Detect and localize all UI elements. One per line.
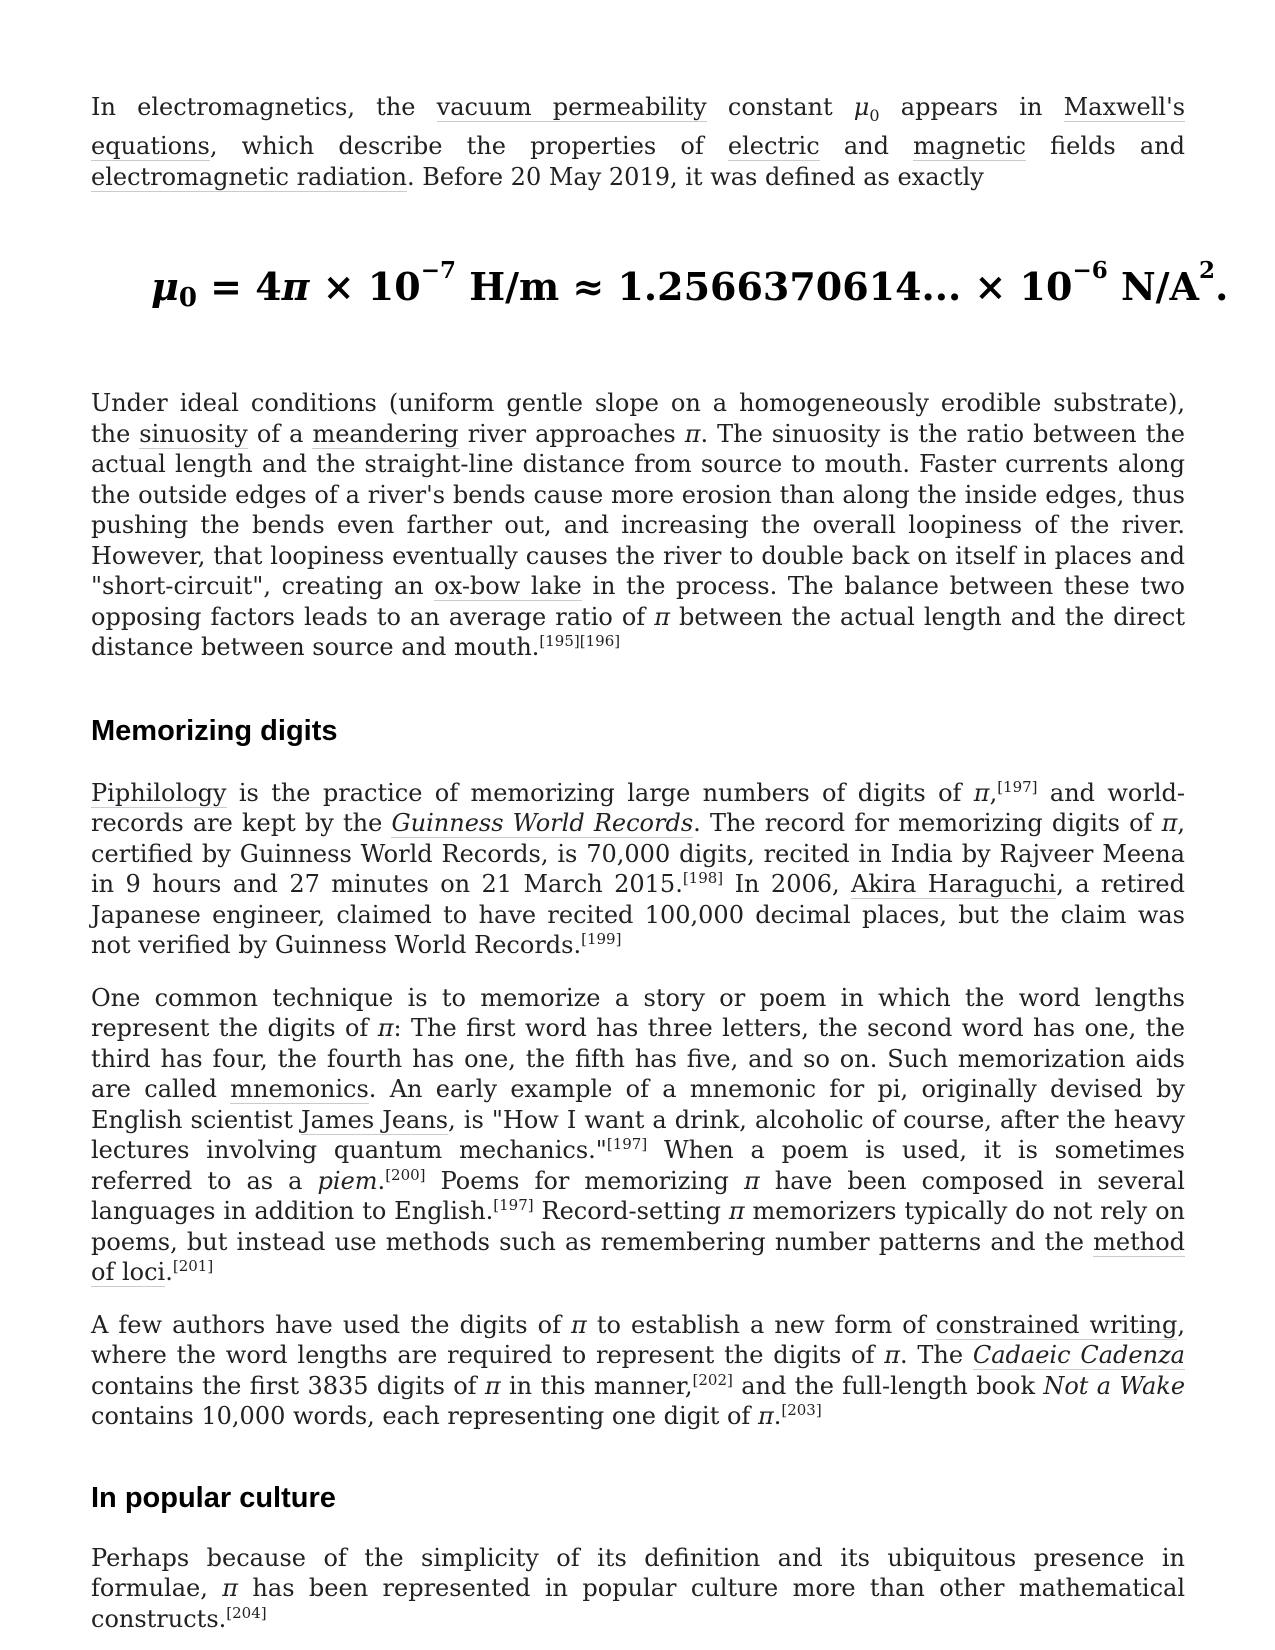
citation-196[interactable]: [196] <box>579 632 621 651</box>
eq-exponent: −6 <box>1072 257 1108 285</box>
text: , <box>989 778 998 807</box>
math-subscript: 0 <box>869 105 880 125</box>
text: in this manner, <box>500 1371 693 1400</box>
paragraph-vacuum-permeability <box>91 92 1185 192</box>
heading-in-popular-culture: In popular culture <box>91 1481 336 1514</box>
text: . The record for memorizing digits of <box>693 809 1162 838</box>
math-pi: π <box>222 1574 239 1603</box>
eq-part: . <box>1215 264 1229 310</box>
math-pi: π <box>728 1197 745 1226</box>
math-pi: π <box>1161 809 1178 838</box>
math-pi: π <box>377 1014 394 1043</box>
math-pi: π <box>484 1371 501 1400</box>
citation-201[interactable]: [201] <box>172 1257 214 1276</box>
eq-part: H/m ≈ 1.2566370614... × 10 <box>455 264 1073 310</box>
link-ox-bow-lake[interactable]: ox-bow lake <box>434 572 582 601</box>
article-body <box>91 92 1229 1634</box>
text: river approaches <box>458 419 685 448</box>
link-cadaeic-cadenza[interactable]: Cadaeic Cadenza <box>972 1341 1185 1370</box>
citation-197[interactable]: [197] <box>997 777 1038 796</box>
text: . The <box>899 1341 973 1370</box>
text: and <box>819 132 914 161</box>
text: , a retired Japanese engineer, claimed to have recited 100,000 decimal places, but the claim was not verified by Guinness World Records. <box>91 870 1185 960</box>
text: has been represented in popular culture more than other mathematical constructs. <box>91 1574 1186 1633</box>
text: of a <box>247 419 313 448</box>
paragraph-river-sinuosity <box>91 388 1185 663</box>
text: Poems for memorizing <box>425 1166 744 1195</box>
math-pi: π <box>757 1402 774 1431</box>
text: Record-setting <box>533 1197 729 1226</box>
link-method-of-loci[interactable]: method of loci <box>91 1227 1185 1287</box>
equation-vacuum-permeability <box>151 257 1229 314</box>
text: When a poem is used, it is sometimes referred to as a <box>91 1136 1186 1195</box>
eq-part: × 10 <box>309 264 421 310</box>
link-akira-haraguchi[interactable]: Akira Haraguchi <box>851 870 1057 899</box>
link-james-jeans[interactable]: James Jeans <box>300 1105 449 1134</box>
link-maxwells-equations[interactable]: Maxwell's equations <box>91 93 1186 161</box>
eq-pi: π <box>281 264 310 310</box>
citation-200[interactable]: [200] <box>385 1165 426 1184</box>
text: in the process. The balance between these two opposing factors leads to an average ratio of <box>91 572 1186 631</box>
link-electromagnetic-radiation[interactable]: electromagnetic radiation <box>91 162 407 191</box>
text: . <box>773 1402 782 1431</box>
text: In electromagnetics, the <box>91 93 437 121</box>
text: , certified by Guinness World Records, is 70,000 digits, recited in India by Rajveer Meena in 9 hours and 27 minutes on 21 March 2015. <box>91 809 1186 899</box>
text: . <box>377 1166 386 1195</box>
text: Perhaps because of the simplicity of its definition and its ubiquitous presence in formulae, <box>91 1543 1185 1603</box>
link-constrained-writing[interactable]: constrained writing <box>935 1310 1178 1339</box>
paragraph-popular-culture <box>91 1543 1185 1635</box>
text: : The first word has three letters, the second word has one, the third has four, the fourth has one, the fifth has five, and so on. Such memorization aids are called <box>91 1014 1185 1104</box>
text: is the practice of memorizing large numbers of digits of <box>226 778 974 807</box>
text: Under ideal conditions (uniform gentle slope on a homogeneously erodible substrate), the <box>91 389 1185 448</box>
citation-195[interactable]: [195] <box>539 632 580 651</box>
link-piphilology[interactable]: Piphilology <box>91 778 227 807</box>
eq-mu: μ <box>151 264 179 310</box>
link-vacuum-permeability[interactable]: vacuum permeability <box>436 93 707 121</box>
text: , is "How I want a drink, alcoholic of course, after the heavy lectures involving quantum mechanics." <box>91 1105 1185 1165</box>
emphasis-piem: piem <box>317 1166 378 1195</box>
text: A few authors have used the digits of <box>91 1310 572 1339</box>
citation-204[interactable]: [204] <box>226 1603 267 1622</box>
eq-part: N/A <box>1107 264 1200 310</box>
link-meandering[interactable]: meandering <box>312 419 459 448</box>
text: to establish a new form of <box>586 1310 936 1339</box>
math-pi: π <box>654 602 670 631</box>
text: memorizers typically do not rely on poems, but instead use methods such as remembering number patterns and the <box>91 1197 1185 1256</box>
text: have been composed in several languages in addition to English. <box>91 1166 1185 1226</box>
paragraph-mnemonics <box>91 983 1185 1288</box>
text: , which describe the properties of <box>209 132 728 161</box>
math-pi: π <box>973 778 990 807</box>
citation-198[interactable]: [198] <box>682 869 724 888</box>
text: In 2006, <box>723 870 852 899</box>
text: and the full-length book <box>732 1371 1044 1400</box>
text: . An early example of a mnemonic for pi, originally devised by English scientist <box>91 1075 1185 1134</box>
text: fields and <box>1025 132 1185 161</box>
math-pi: π <box>684 419 701 448</box>
citation-197[interactable]: [197] <box>606 1135 648 1154</box>
link-sinuosity[interactable]: sinuosity <box>139 419 248 448</box>
text: One common technique is to memorize a story or poem in which the word lengths represent the digits of <box>91 983 1185 1043</box>
eq-subscript: 0 <box>178 283 197 314</box>
text: , where the word lengths are required to represent the digits of <box>91 1310 1185 1370</box>
text: and world-records are kept by the <box>91 778 1185 838</box>
eq-exponent: −7 <box>420 257 456 285</box>
heading-memorizing-digits: Memorizing digits <box>91 714 338 747</box>
link-magnetic[interactable]: magnetic <box>913 132 1026 161</box>
text: contains 10,000 words, each representing one digit of <box>91 1402 758 1431</box>
text: between the actual length and the direct distance between source and mouth. <box>91 602 1185 662</box>
text: . The sinuosity is the ratio between the actual length and the straight-line distance from source to mouth. Faster currents along the outside edges of a river's bends cause more erosion than along the inside edges, thus pushing the bends even farther out, and increasing the overall loopiness of the river. However, that loopiness eventually causes the river to double back on itself in places and "short-circuit", creating an <box>91 419 1186 601</box>
math-mu: μ <box>853 93 870 121</box>
text: . <box>165 1258 173 1287</box>
math-pi: π <box>571 1310 587 1339</box>
eq-exponent: 2 <box>1199 257 1216 285</box>
text: . Before 20 May 2019, it was defined as exactly <box>406 162 984 191</box>
math-pi: π <box>743 1166 760 1195</box>
link-mnemonics[interactable]: mnemonics <box>230 1075 369 1104</box>
emphasis-not-a-wake: Not a Wake <box>1043 1371 1186 1400</box>
eq-part: = 4 <box>196 264 282 310</box>
paragraph-constrained-writing <box>91 1310 1185 1432</box>
text: appears in <box>879 93 1064 121</box>
paragraph-piphilology <box>91 778 1185 961</box>
citation-202[interactable]: [202] <box>692 1370 733 1389</box>
math-pi: π <box>884 1341 900 1370</box>
text: contains the first 3835 digits of <box>91 1371 485 1400</box>
citation-203[interactable]: [203] <box>781 1401 822 1420</box>
citation-197[interactable]: [197] <box>493 1196 534 1215</box>
citation-199[interactable]: [199] <box>581 930 622 949</box>
text: constant <box>706 93 854 121</box>
link-guinness-world-records[interactable]: Guinness World Records <box>391 809 694 838</box>
link-electric[interactable]: electric <box>727 132 820 161</box>
